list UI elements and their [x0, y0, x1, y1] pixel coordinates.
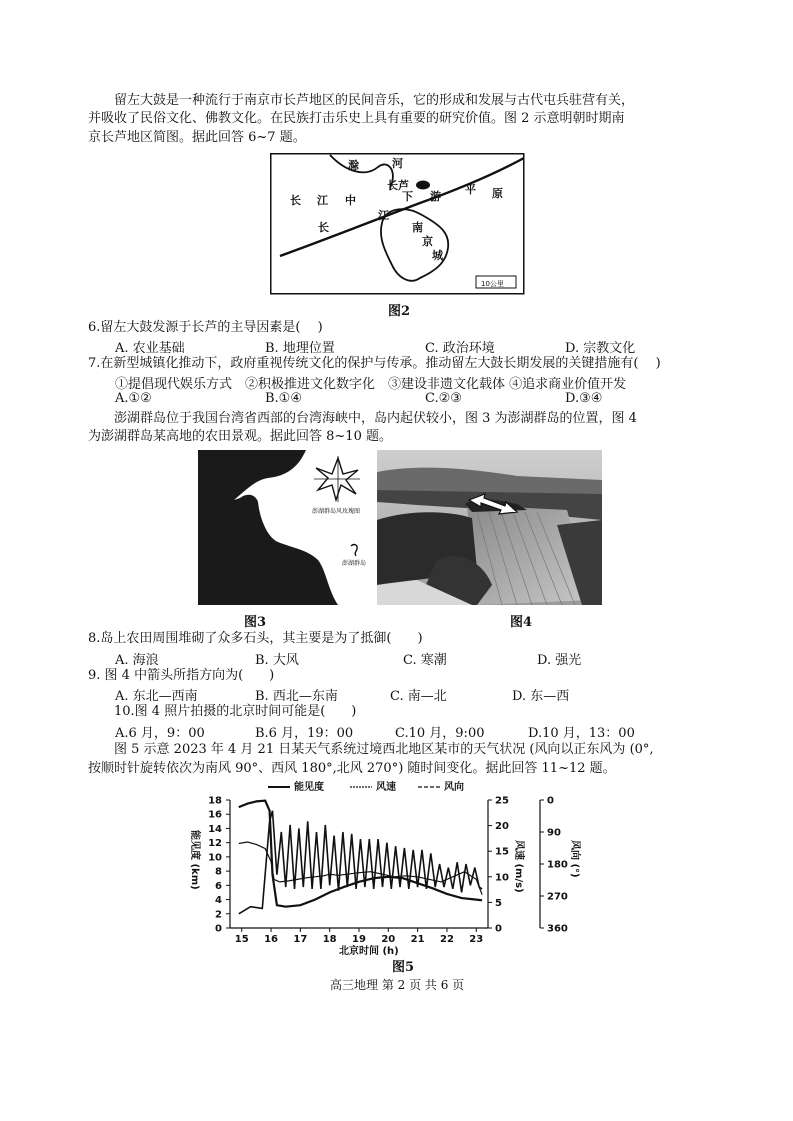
x-tick-label: 19: [352, 934, 366, 945]
figure-3-caption: 图3: [244, 615, 267, 630]
x-axis-label: 北京时间 (h): [339, 946, 399, 956]
page-footer: 高三地理 第 2 页 共 6 页: [330, 978, 465, 992]
passage-1-line-3: 京长芦地区简图。据此回答 6~7 题。: [88, 130, 306, 145]
x-tick-label: 23: [469, 934, 484, 945]
q7-option-a: A.①②: [115, 391, 152, 406]
x-tick-label: 18: [322, 934, 337, 945]
q6-option-c: C. 政治环境: [425, 341, 495, 356]
legend-label-1: 能见度: [294, 782, 324, 793]
map-label-chang: 长: [290, 194, 301, 207]
map-label-you: 游: [430, 190, 441, 203]
q7-option-b: B.①④: [265, 391, 302, 406]
passage-2-line-1: 澎湖群岛位于我国台湾省西部的台湾海峡中，岛内起伏较小，图 3 为澎湖群岛的位置，图 4: [114, 411, 637, 426]
figure-2-caption: 图2: [388, 304, 411, 319]
map-label-chu: 滁: [348, 159, 359, 172]
map-label-changlu: 长芦: [387, 179, 409, 192]
left-tick-label: 18: [208, 795, 222, 807]
map-label-jing: 京: [422, 235, 433, 248]
q10-option-c: C.10 月，9:00: [395, 726, 485, 741]
right-axis-1-label: 风速 (m/s): [513, 840, 524, 893]
q7-items: ①提倡现代娱乐方式 ②积极推进文化数字化 ③建设非遗文化载体 ④追求商业价值开发: [115, 377, 627, 392]
question-10-stem: 10.图 4 照片拍摄的北京时间可能是( ): [114, 704, 357, 719]
q6-option-d: D. 宗教文化: [565, 341, 636, 356]
q9-option-b: B. 西北—东南: [255, 689, 338, 704]
x-tick-label: 21: [410, 934, 425, 945]
q9-option-d: D. 东—西: [512, 689, 570, 704]
q10-option-b: B.6 月，19：00: [255, 726, 354, 741]
figure-4-farmland-photo: [377, 450, 602, 605]
question-9-stem: 9. 图 4 中箭头所指方向为( ): [88, 668, 275, 683]
speed-tick-label: 20: [495, 821, 509, 833]
left-tick-label: 4: [215, 895, 222, 907]
x-tick-label: 17: [293, 934, 308, 945]
passage-1-line-2: 并吸收了民俗文化、佛教文化。在民族打击乐史上具有重要的研究价值。图 2 示意明朝时期南: [88, 111, 625, 126]
figure-2-map: [270, 153, 525, 295]
map-label-zhong: 中: [345, 194, 356, 207]
q6-option-a: A. 农业基础: [115, 341, 185, 356]
speed-tick-label: 15: [495, 846, 509, 858]
x-tick-label: 16: [264, 934, 279, 945]
passage-3-line-2: 按顺时针旋转依次为南风 90°、西风 180°,北风 270°) 随时间变化。据此回答 11~12 题。: [88, 761, 616, 776]
passage-2-line-2: 为澎湖群岛某高地的农田景观。据此回答 8~10 题。: [88, 429, 392, 444]
figure-5-chart: [180, 778, 620, 956]
direction-tick-label: 0: [547, 795, 554, 807]
map-label-ping: 平: [465, 183, 476, 196]
map-label-jiang-2: 江: [378, 209, 389, 222]
chart-legend: [268, 780, 464, 793]
q10-option-d: D.10 月，13：00: [528, 726, 635, 741]
figure-3-location-map: [198, 450, 374, 605]
map-label-he: 河: [392, 157, 403, 170]
left-tick-label: 6: [215, 880, 222, 892]
direction-tick-label: 90: [547, 827, 561, 839]
left-axis-label: 能见度 (km): [189, 830, 200, 890]
q8-option-b: B. 大风: [255, 653, 299, 668]
direction-tick-label: 180: [547, 859, 568, 871]
question-7-stem: 7.在新型城镇化推动下，政府重视传统文化的保护与传承。推动留左大鼓长期发展的关键措施有( ): [88, 356, 661, 371]
x-tick-label: 20: [381, 934, 396, 945]
left-tick-label: 8: [215, 866, 222, 878]
right-axis-2-label: 风向 (°): [569, 840, 580, 878]
left-tick-label: 0: [215, 923, 222, 935]
q8-option-d: D. 强光: [537, 653, 582, 668]
q9-option-c: C. 南—北: [390, 689, 447, 704]
q10-option-a: A.6 月，9：00: [115, 726, 205, 741]
legend-label-2: 风速: [376, 782, 396, 793]
map-scale-bar: [476, 276, 516, 288]
q7-option-d: D.③④: [565, 391, 603, 406]
question-6-stem: 6.留左大鼓发源于长芦的主导因素是( ): [88, 320, 323, 335]
left-tick-label: 2: [215, 909, 222, 921]
map-label-yuan: 原: [492, 187, 503, 200]
passage-1-line-1: 留左大鼓是一种流行于南京市长芦地区的民间音乐，它的形成和发展与古代屯兵驻营有关，: [114, 93, 635, 108]
speed-tick-label: 0: [495, 923, 502, 935]
speed-tick-label: 25: [495, 795, 509, 807]
direction-tick-label: 360: [547, 923, 568, 935]
left-tick-label: 12: [208, 838, 222, 850]
left-tick-label: 10: [208, 852, 222, 864]
q7-option-c: C.②③: [425, 391, 462, 406]
left-tick-label: 14: [208, 823, 222, 835]
direction-tick-label: 270: [547, 891, 568, 903]
q8-option-a: A. 海浪: [115, 653, 159, 668]
q8-option-c: C. 寒潮: [403, 653, 447, 668]
fig3-island-label: 澎湖群岛: [342, 560, 367, 567]
x-tick-label: 15: [234, 934, 249, 945]
x-tick-label: 22: [439, 934, 454, 945]
left-tick-label: 16: [208, 809, 222, 821]
map-label-jiang: 江: [317, 194, 328, 207]
map-label-xia: 下: [402, 190, 413, 203]
figure-5-caption: 图5: [392, 960, 415, 975]
legend-label-3: 风向: [444, 782, 464, 793]
question-8-stem: 8.岛上农田周围堆砌了众多石头，其主要是为了抵御( ): [88, 631, 423, 646]
speed-tick-label: 10: [495, 872, 509, 884]
map-label-nan: 南: [412, 221, 423, 234]
svg-text:10公里: 10公里: [481, 280, 504, 288]
map-label-chang-2: 长: [318, 221, 329, 234]
map-label-cheng: 城: [432, 249, 443, 262]
q6-option-b: B. 地理位置: [265, 341, 335, 356]
speed-tick-label: 5: [495, 897, 502, 909]
fig3-legend-label: 澎湖群岛风玫瑰图: [312, 508, 361, 515]
q9-option-a: A. 东北—西南: [115, 689, 198, 704]
figure-4-caption: 图4: [510, 615, 533, 630]
passage-3-line-1: 图 5 示意 2023 年 4 月 21 日某天气系统过境西北地区某市的天气状况 (风向以正东风为 (0°,: [114, 742, 654, 757]
